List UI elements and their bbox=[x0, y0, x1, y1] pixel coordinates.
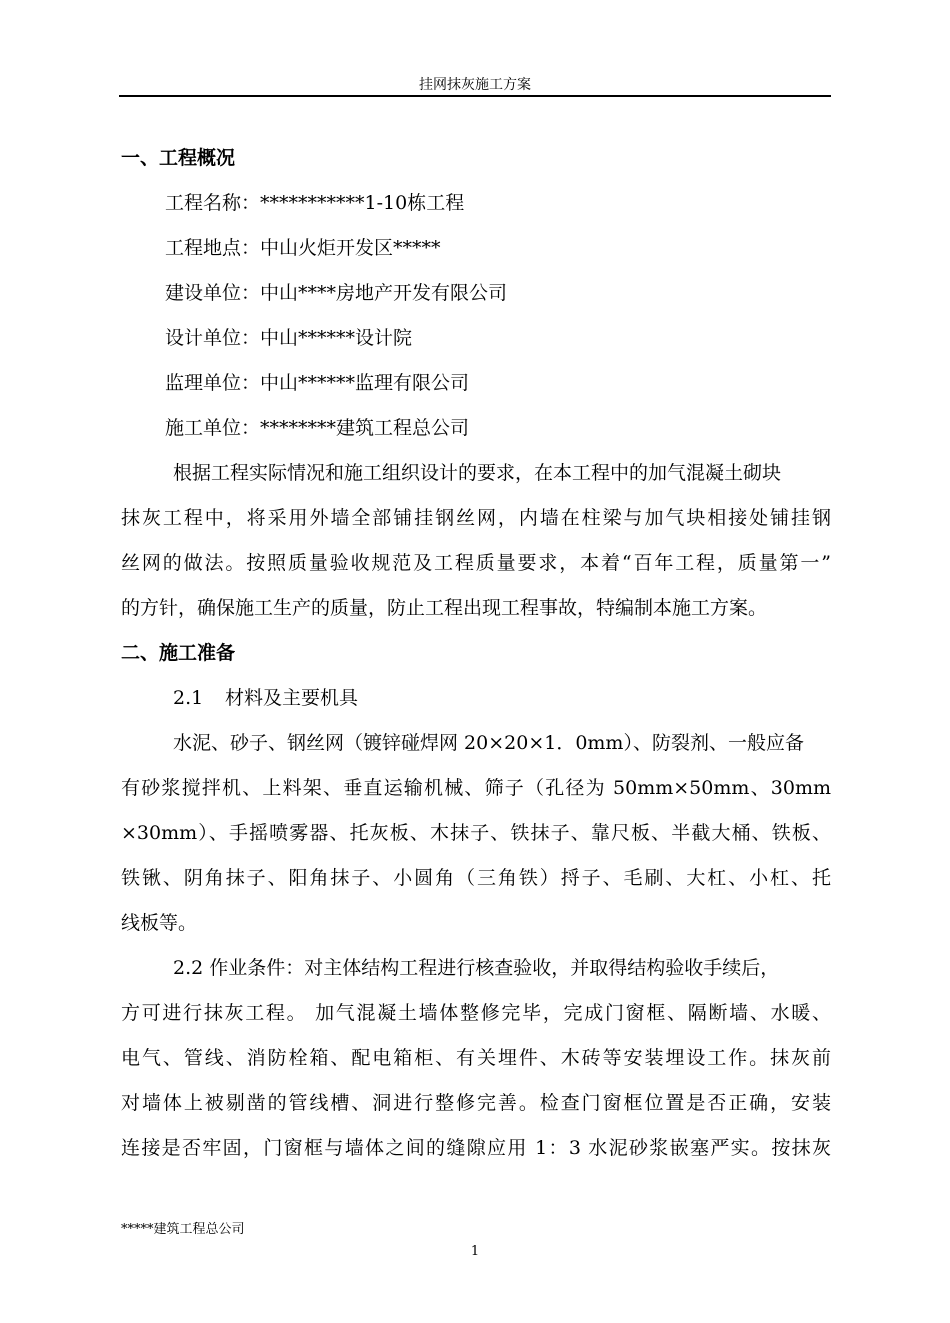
footer-company: *****建筑工程总公司 bbox=[121, 1222, 245, 1237]
info-value: ********建筑工程总公司 bbox=[260, 417, 470, 439]
conditions-line: 对墙体上被剔凿的管线槽、洞进行整修完善。检查门窗框位置是否正确，安装 bbox=[121, 1092, 831, 1114]
info-label: 施工单位： bbox=[165, 417, 261, 439]
info-label: 建设单位： bbox=[165, 282, 261, 304]
materials-line: 铁锹、阴角抹子、阳角抹子、小圆角（三角铁）捋子、毛刷、大杠、小杠、托 bbox=[121, 867, 831, 889]
info-contractor bbox=[121, 406, 831, 451]
info-label: 监理单位： bbox=[165, 372, 261, 394]
header-rule bbox=[119, 95, 831, 97]
conditions-line: 电气、管线、消防栓箱、配电箱柜、有关埋件、木砖等安装埋设工作。抹灰前 bbox=[121, 1047, 831, 1069]
page-number: 1 bbox=[470, 1244, 480, 1259]
conditions-line: 2.2 作业条件：对主体结构工程进行核查验收，并取得结构验收手续后， bbox=[173, 957, 780, 979]
paragraph-line: 的方针，确保施工生产的质量，防止工程出现工程事故，特编制本施工方案。 bbox=[121, 597, 768, 619]
conditions-line: 方可进行抹灰工程。 加气混凝土墙体整修完毕，完成门窗框、隔断墙、水暖、 bbox=[121, 1002, 831, 1024]
info-value: 中山****房地产开发有限公司 bbox=[260, 282, 508, 304]
info-label: 设计单位： bbox=[165, 327, 261, 349]
info-project-location bbox=[121, 226, 831, 271]
materials-line: 水泥、砂子、钢丝网（镀锌碰焊网 20×20×1．0mm）、防裂剂、一般应备 bbox=[173, 732, 804, 754]
subsection-2-1-heading bbox=[121, 676, 831, 721]
info-developer bbox=[121, 271, 831, 316]
document-body bbox=[121, 136, 831, 1171]
materials-line: 线板等。 bbox=[121, 912, 198, 934]
materials-line: ×30mm）、手摇喷雾器、托灰板、木抹子、铁抹子、靠尺板、半截大桶、铁板、 bbox=[121, 822, 831, 844]
info-value: ***********1-10栋工程 bbox=[260, 192, 465, 214]
section-heading-preparation: 二、施工准备 bbox=[121, 642, 236, 664]
info-designer bbox=[121, 316, 831, 361]
info-value: 中山火炬开发区***** bbox=[260, 237, 441, 259]
info-value: 中山******设计院 bbox=[260, 327, 413, 349]
page-header-title: 挂网抹灰施工方案 bbox=[419, 77, 531, 93]
section-heading-overview: 一、工程概况 bbox=[121, 147, 236, 169]
info-label: 工程名称： bbox=[165, 192, 261, 214]
paragraph-line: 抹灰工程中，将采用外墙全部铺挂钢丝网，内墙在柱梁与加气块相接处铺挂钢 bbox=[121, 507, 831, 529]
info-project-name bbox=[121, 181, 831, 226]
info-supervisor bbox=[121, 361, 831, 406]
info-value: 中山******监理有限公司 bbox=[260, 372, 470, 394]
materials-line: 有砂浆搅拌机、上料架、垂直运输机械、筛子（孔径为 50mm×50mm、30mm bbox=[121, 777, 831, 799]
subsection-title: 材料及主要机具 bbox=[225, 687, 359, 709]
paragraph-line: 根据工程实际情况和施工组织设计的要求，在本工程中的加气混凝土砌块 bbox=[173, 462, 782, 484]
subsection-number: 2.1 bbox=[173, 687, 204, 709]
conditions-line: 连接是否牢固，门窗框与墙体之间的缝隙应用 1：3 水泥砂浆嵌塞严实。按抹灰 bbox=[121, 1137, 831, 1159]
paragraph-line: 丝网的做法。按照质量验收规范及工程质量要求，本着“百年工程，质量第一” bbox=[121, 552, 831, 574]
info-label: 工程地点： bbox=[165, 237, 261, 259]
